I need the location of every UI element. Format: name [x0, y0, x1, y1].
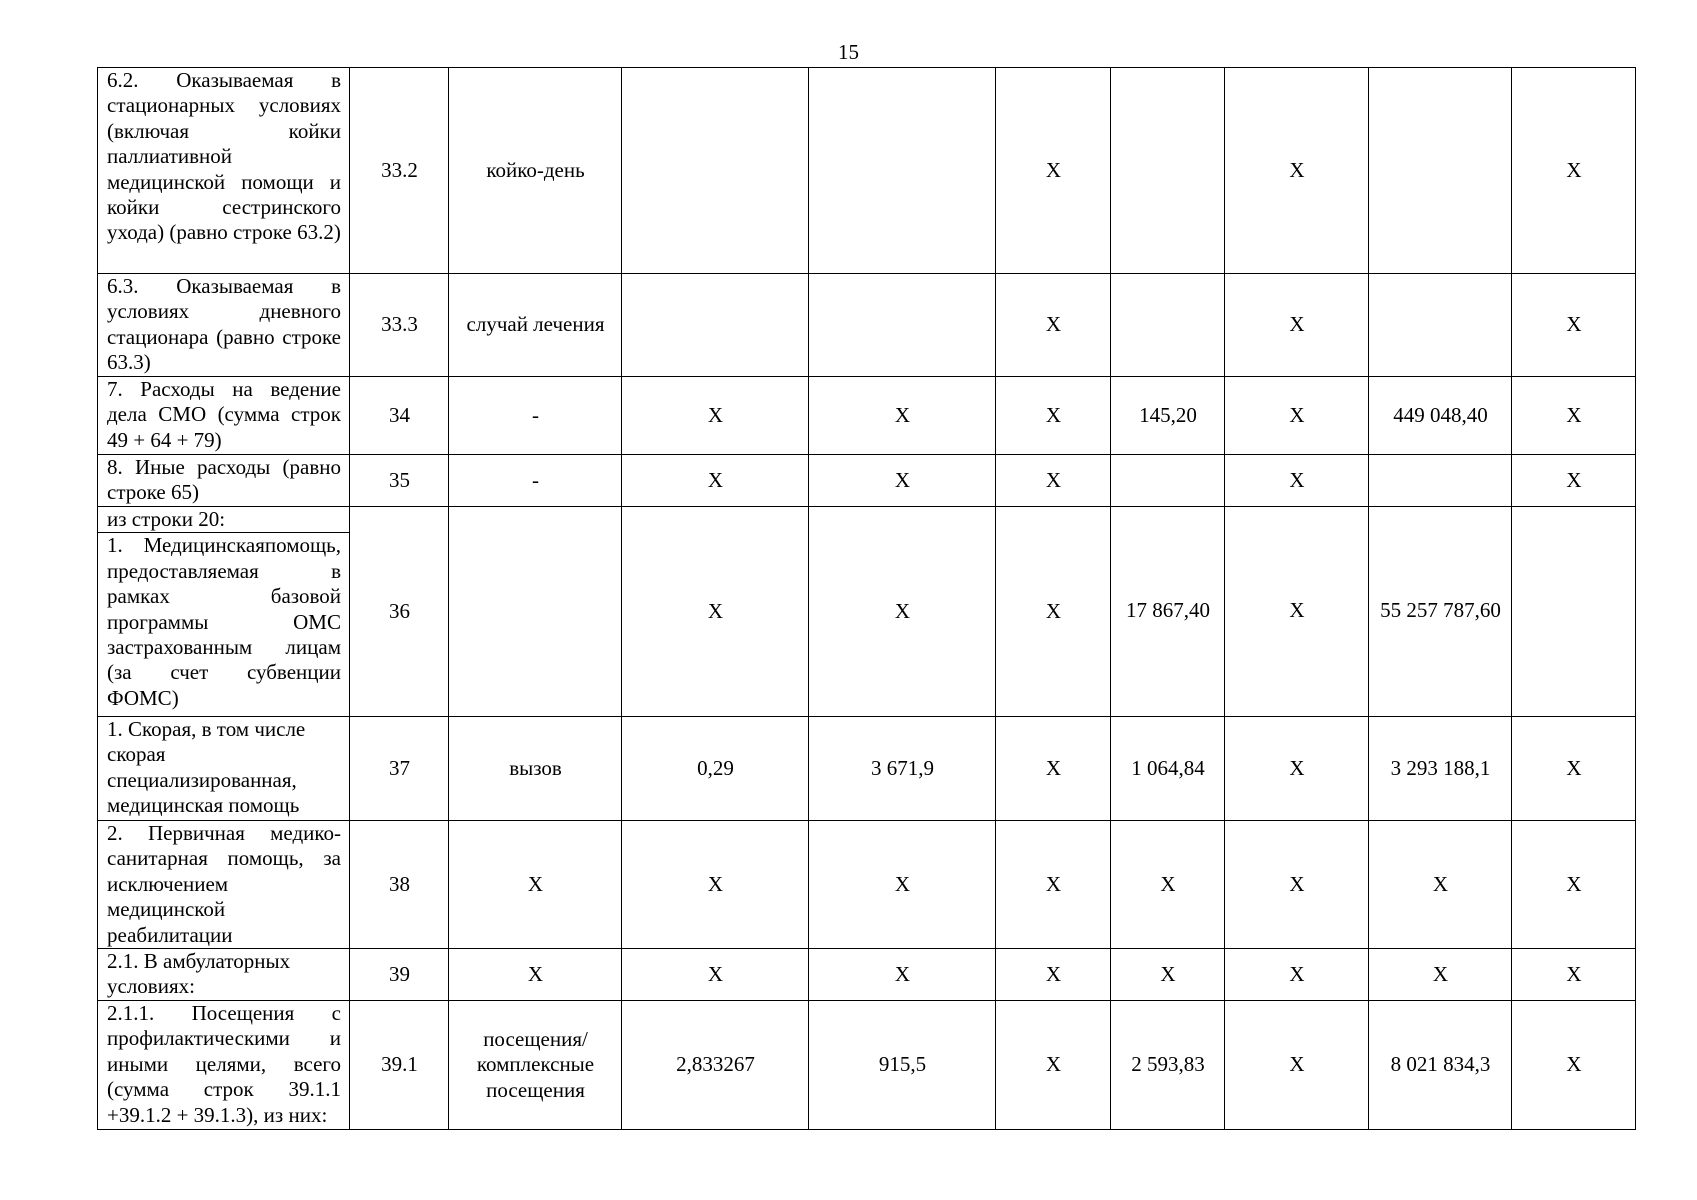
- row-description: 2.1.1. Посещения с профилактическими и иными целями, всего (сумма строк 39.1.1 +39.1.2 + 39.1.3), из них:: [98, 1001, 350, 1130]
- value-cell: Х: [996, 821, 1111, 949]
- value-cell: [809, 274, 996, 377]
- row-description: 7. Расходы на ведение дела СМО (сумма строк 49 + 64 + 79): [98, 377, 350, 455]
- value-cell: Х: [1111, 821, 1225, 949]
- row-description-text: 1. Медицинскаяпомощь, предоставляемая в рамках базовой программы ОМС застрахованным лицам (за счет субвенции ФОМС): [107, 533, 341, 710]
- value-cell: 8 021 834,3: [1369, 1001, 1512, 1130]
- value-cell: [1111, 455, 1225, 507]
- value-cell: Х: [1369, 821, 1512, 949]
- value-cell: Х: [1225, 68, 1369, 274]
- line-number-cell: 34: [350, 377, 449, 455]
- unit-cell: Х: [449, 821, 622, 949]
- value-cell: Х: [1512, 1001, 1636, 1130]
- value-cell: Х: [1512, 455, 1636, 507]
- unit-cell: -: [449, 455, 622, 507]
- unit-cell: посещения/ комплексные посещения: [449, 1001, 622, 1130]
- value-cell: Х: [622, 455, 809, 507]
- unit-cell: случай лечения: [449, 274, 622, 377]
- financial-table: [97, 67, 1636, 1130]
- unit-cell: койко-день: [449, 68, 622, 274]
- value-cell: 145,20: [1111, 377, 1225, 455]
- row-description: [98, 507, 350, 717]
- value-cell: [1369, 68, 1512, 274]
- value-cell: Х: [996, 1001, 1111, 1130]
- value-cell: Х: [1225, 949, 1369, 1001]
- table-row: [98, 821, 1636, 949]
- value-cell: Х: [1225, 717, 1369, 821]
- value-cell: 3 293 188,1: [1369, 717, 1512, 821]
- value-cell: 17 867,40: [1111, 507, 1225, 717]
- table-row: [98, 1001, 1636, 1130]
- value-cell: Х: [996, 949, 1111, 1001]
- value-cell: Х: [996, 274, 1111, 377]
- table-row: [98, 377, 1636, 455]
- value-cell: 2 593,83: [1111, 1001, 1225, 1130]
- value-cell: Х: [1512, 274, 1636, 377]
- value-cell: [1369, 274, 1512, 377]
- line-number-cell: 39.1: [350, 1001, 449, 1130]
- value-cell: Х: [809, 377, 996, 455]
- value-cell: Х: [1225, 821, 1369, 949]
- value-cell: Х: [996, 717, 1111, 821]
- row-description: 6.2. Оказываемая в стационарных условиях (включая койки паллиативной медицинской помощи и койки сестринского ухода) (равно строке 63.2): [98, 68, 350, 274]
- value-cell: 1 064,84: [1111, 717, 1225, 821]
- value-cell: [1369, 455, 1512, 507]
- value-cell: Х: [1512, 377, 1636, 455]
- value-cell: Х: [1225, 1001, 1369, 1130]
- unit-cell: -: [449, 377, 622, 455]
- line-number-cell: 33.3: [350, 274, 449, 377]
- value-cell: Х: [1512, 717, 1636, 821]
- unit-cell: [449, 507, 622, 717]
- row-description: 2. Первичная медико-санитарная помощь, за исключением медицинской реабилитации: [98, 821, 350, 949]
- value-cell: [622, 274, 809, 377]
- value-cell: 3 671,9: [809, 717, 996, 821]
- value-cell: Х: [1512, 821, 1636, 949]
- value-cell: 915,5: [809, 1001, 996, 1130]
- unit-cell: вызов: [449, 717, 622, 821]
- line-number-cell: 39: [350, 949, 449, 1001]
- value-cell: Х: [1225, 455, 1369, 507]
- value-cell: [622, 68, 809, 274]
- line-number-cell: 36: [350, 507, 449, 717]
- value-cell: Х: [1225, 274, 1369, 377]
- row-description: 6.3. Оказываемая в условиях дневного стационара (равно строке 63.3): [98, 274, 350, 377]
- table-row: [98, 507, 1636, 717]
- value-cell: Х: [622, 821, 809, 949]
- row-description: 1. Скорая, в том числе скорая специализированная, медицинская помощь: [98, 717, 350, 821]
- table-row: [98, 68, 1636, 274]
- line-number-cell: 35: [350, 455, 449, 507]
- unit-cell: Х: [449, 949, 622, 1001]
- table-row: [98, 455, 1636, 507]
- line-number-cell: 33.2: [350, 68, 449, 274]
- value-cell: [1512, 507, 1636, 717]
- value-cell: Х: [622, 377, 809, 455]
- value-cell: Х: [1512, 68, 1636, 274]
- value-cell: 449 048,40: [1369, 377, 1512, 455]
- value-cell: 0,29: [622, 717, 809, 821]
- table-row: [98, 717, 1636, 821]
- value-cell: Х: [996, 455, 1111, 507]
- value-cell: Х: [1512, 949, 1636, 1001]
- value-cell: Х: [1225, 377, 1369, 455]
- page-number: 15: [838, 40, 859, 64]
- value-cell: Х: [622, 507, 809, 717]
- value-cell: Х: [809, 821, 996, 949]
- value-cell: Х: [996, 68, 1111, 274]
- value-cell: Х: [622, 949, 809, 1001]
- value-cell: Х: [996, 377, 1111, 455]
- value-cell: [1111, 274, 1225, 377]
- value-cell: Х: [809, 949, 996, 1001]
- value-cell: Х: [996, 507, 1111, 717]
- value-cell: 55 257 787,60: [1369, 507, 1512, 717]
- value-cell: Х: [1225, 507, 1369, 717]
- table-row: [98, 949, 1636, 1001]
- section-header: из строки 20:: [98, 507, 349, 533]
- row-description: 8. Иные расходы (равно строке 65): [98, 455, 350, 507]
- value-cell: [1111, 68, 1225, 274]
- value-cell: [809, 68, 996, 274]
- value-cell: Х: [809, 455, 996, 507]
- line-number-cell: 37: [350, 717, 449, 821]
- row-description: 2.1. В амбулаторных условиях:: [98, 949, 350, 1001]
- table-row: [98, 274, 1636, 377]
- value-cell: 2,833267: [622, 1001, 809, 1130]
- line-number-cell: 38: [350, 821, 449, 949]
- value-cell: Х: [809, 507, 996, 717]
- value-cell: Х: [1369, 949, 1512, 1001]
- value-cell: Х: [1111, 949, 1225, 1001]
